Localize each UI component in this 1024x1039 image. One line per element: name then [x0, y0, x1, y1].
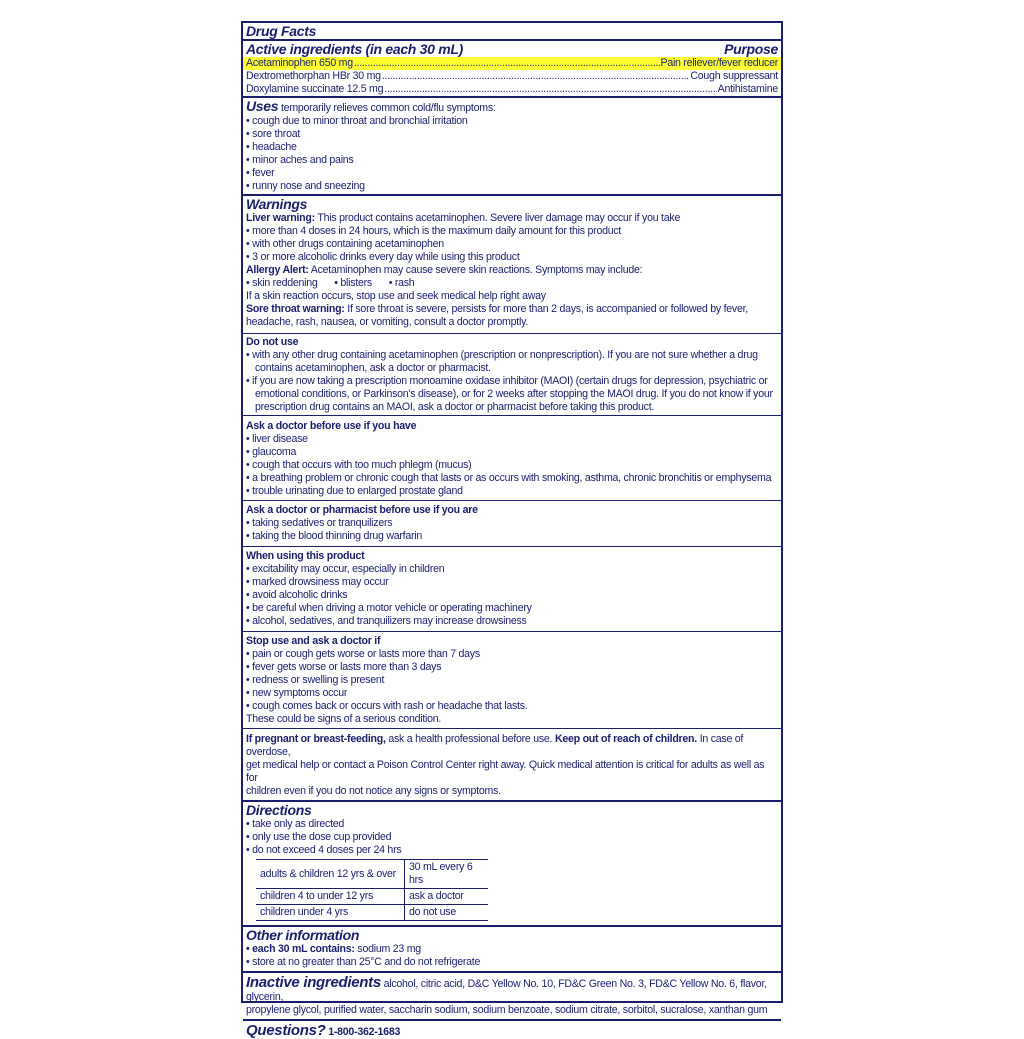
list-item: • taking sedatives or tranquilizers	[246, 517, 393, 529]
purpose-heading: Purpose	[724, 41, 778, 57]
list-item: • skin reddening	[246, 277, 318, 289]
list-item: • if you are now taking a prescription monoamine oxidase inhibitor (MAOI) (certain drugs for depression, psychiatric or	[246, 375, 768, 387]
pregnant-line-3: children even if you do not notice any signs or symptoms.	[246, 785, 501, 797]
sore-throat-text: If sore throat is severe, persists for more than 2 days, is accompanied or followed by fever,	[347, 303, 748, 315]
pregnant-line-2: get medical help or contact a Poison Control Center right away. Quick medical attention is critical for adults as well as for	[246, 759, 765, 784]
sore-throat-warning	[246, 303, 778, 316]
warnings-heading: Warnings	[246, 196, 308, 212]
other-information-section	[243, 927, 781, 973]
inactive-ingredients-heading: Inactive ingredients	[246, 974, 381, 991]
inactive-text: alcohol, citric acid, D&C Yellow No. 10, FD&C Green No. 3, FD&C Yellow No. 6, flavor, glycerin,	[246, 978, 767, 1003]
allergy-alert-label: Allergy Alert:	[246, 264, 309, 276]
inactive-ingredients-section	[243, 973, 781, 1021]
table-row	[256, 860, 488, 889]
list-item: • sore throat	[246, 128, 301, 140]
directions-section	[243, 802, 781, 927]
list-item: • take only as directed	[246, 818, 345, 830]
ingredient-name: Doxylamine succinate 12.5 mg	[246, 83, 384, 95]
allergy-symptoms	[246, 277, 778, 290]
list-item: • with any other drug containing acetaminophen (prescription or nonprescription). If you are not sure whether a drug	[246, 349, 758, 361]
active-row	[243, 57, 781, 70]
contains-line	[246, 943, 778, 956]
list-item: • fever	[246, 167, 275, 179]
list-item: • taking the blood thinning drug warfarin	[246, 530, 423, 542]
when-using-heading: When using this product	[246, 550, 365, 562]
leader-dots	[354, 57, 660, 70]
ingredient-purpose: Cough suppressant	[690, 70, 778, 82]
list-item-cont: contains acetaminophen, ask a doctor or pharmacist.	[255, 362, 491, 374]
list-item: • cough comes back or occurs with rash or headache that lasts.	[246, 700, 528, 712]
liver-warning	[246, 212, 778, 225]
drug-facts-label	[241, 21, 783, 1039]
list-item: • only use the dose cup provided	[246, 831, 392, 843]
ingredient-name: Acetaminophen 650 mg	[246, 57, 353, 69]
list-item: • glaucoma	[246, 446, 297, 458]
list-item: • be careful when driving a motor vehicle or operating machinery	[246, 602, 532, 614]
list-item-cont: emotional conditions, or Parkinson's disease), or for 2 weeks after stopping the MAOI drug. If you do not know if your	[255, 388, 773, 400]
liver-warning-text: This product contains acetaminophen. Severe liver damage may occur if you take	[317, 212, 681, 224]
questions-heading: Questions?	[246, 1022, 326, 1039]
skin-reaction-text: If a skin reaction occurs, stop use and seek medical help right away	[246, 290, 546, 302]
ingredient-purpose: Pain reliever/fever reducer	[660, 57, 778, 69]
active-header	[246, 41, 778, 57]
list-item: • rash	[388, 277, 415, 289]
ingredient-name: Dextromethorphan HBr 30 mg	[246, 70, 381, 82]
ingredient-purpose: Antihistamine	[717, 83, 778, 95]
warnings-section	[243, 196, 781, 334]
list-item: • liver disease	[246, 433, 308, 445]
questions-phone: 1-800-362-1683	[328, 1026, 401, 1038]
age-cell: children under 4 yrs	[256, 905, 405, 921]
inactive-line-2: propylene glycol, purified water, saccharin sodium, sodium benzoate, sodium citrate, sorbitol, sucralose, xanthan gum	[246, 1004, 768, 1016]
list-item: • cough due to minor throat and bronchial irritation	[246, 115, 468, 127]
leader-dots	[382, 70, 690, 83]
list-item: • avoid alcoholic drinks	[246, 589, 348, 601]
list-item: • do not exceed 4 doses per 24 hrs	[246, 844, 402, 856]
dose-cell: do not use	[405, 905, 489, 921]
stop-use-footer: These could be signs of a serious condition.	[246, 713, 442, 725]
overdose-text: In case of overdose,	[246, 733, 744, 758]
leader-dots	[384, 83, 716, 96]
active-row	[246, 83, 778, 96]
liver-warning-label: Liver warning:	[246, 212, 315, 224]
do-not-use-heading: Do not use	[246, 336, 299, 348]
dosage-table	[256, 859, 488, 921]
pregnant-section	[243, 729, 781, 802]
age-cell: adults & children 12 yrs & over	[256, 860, 405, 889]
list-item: • blisters	[334, 277, 372, 289]
when-using-section	[243, 547, 781, 632]
active-ingredients-heading: Active ingredients (in each 30 mL)	[246, 41, 463, 57]
uses-section	[243, 98, 781, 196]
age-cell: children 4 to under 12 yrs	[256, 889, 405, 905]
ask-doctor-section	[243, 416, 781, 501]
list-item: • with other drugs containing acetaminophen	[246, 238, 444, 250]
list-item: • cough that occurs with too much phlegm (mucus)	[246, 459, 472, 471]
ask-pharmacist-section	[243, 501, 781, 547]
drug-facts-title: Drug Facts	[246, 23, 317, 39]
pregnant-label: If pregnant or breast-feeding,	[246, 733, 386, 745]
list-item: • runny nose and sneezing	[246, 180, 365, 192]
contains-label: • each 30 mL contains:	[246, 943, 355, 955]
uses-heading: Uses	[246, 98, 279, 114]
list-item: • new symptoms occur	[246, 687, 348, 699]
contains-text: sodium 23 mg	[357, 943, 421, 955]
list-item: • store at no greater than 25°C and do not refrigerate	[246, 956, 481, 968]
table-row	[256, 905, 488, 921]
list-item: • more than 4 doses in 24 hours, which is the maximum daily amount for this product	[246, 225, 622, 237]
other-information-heading: Other information	[246, 927, 360, 943]
list-item: • 3 or more alcoholic drinks every day while using this product	[246, 251, 520, 263]
title-section	[243, 23, 781, 41]
list-item: • pain or cough gets worse or lasts more than 7 days	[246, 648, 480, 660]
sore-throat-text-cont: headache, rash, nausea, or vomiting, consult a doctor promptly.	[246, 316, 529, 328]
uses-intro-line	[246, 98, 778, 115]
list-item: • excitability may occur, especially in children	[246, 563, 445, 575]
directions-heading: Directions	[246, 802, 312, 818]
list-item: • marked drowsiness may occur	[246, 576, 389, 588]
table-row	[256, 889, 488, 905]
ask-pharmacist-heading: Ask a doctor or pharmacist before use if you are	[246, 504, 478, 516]
list-item: • minor aches and pains	[246, 154, 354, 166]
active-ingredients-section	[243, 41, 781, 98]
ask-doctor-heading: Ask a doctor before use if you have	[246, 420, 417, 432]
pregnant-text: ask a health professional before use.	[388, 733, 553, 745]
do-not-use-section	[243, 334, 781, 416]
stop-use-heading: Stop use and ask a doctor if	[246, 635, 381, 647]
keep-out-text: Keep out of reach of children.	[554, 733, 697, 745]
uses-intro: temporarily relieves common cold/flu symptoms:	[280, 102, 496, 114]
dose-cell: ask a doctor	[405, 889, 489, 905]
list-item: • a breathing problem or chronic cough that lasts or as occurs with smoking, asthma, chronic bronchitis or emphysema	[246, 472, 772, 484]
inactive-line-1	[246, 975, 778, 1004]
pregnant-line	[246, 733, 778, 759]
list-item-cont: prescription drug contains an MAOI, ask a doctor or pharmacist before taking this product.	[255, 401, 655, 413]
list-item: • alcohol, sedatives, and tranquilizers may increase drowsiness	[246, 615, 527, 627]
dose-cell: 30 mL every 6 hrs	[405, 860, 489, 889]
sore-throat-label: Sore throat warning:	[246, 303, 345, 315]
allergy-alert	[246, 264, 778, 277]
active-row	[246, 70, 778, 83]
list-item: • trouble urinating due to enlarged prostate gland	[246, 485, 463, 497]
list-item: • headache	[246, 141, 297, 153]
list-item: • fever gets worse or lasts more than 3 days	[246, 661, 442, 673]
stop-use-section	[243, 632, 781, 729]
allergy-alert-text: Acetaminophen may cause severe skin reactions. Symptoms may include:	[310, 264, 643, 276]
list-item: • redness or swelling is present	[246, 674, 385, 686]
